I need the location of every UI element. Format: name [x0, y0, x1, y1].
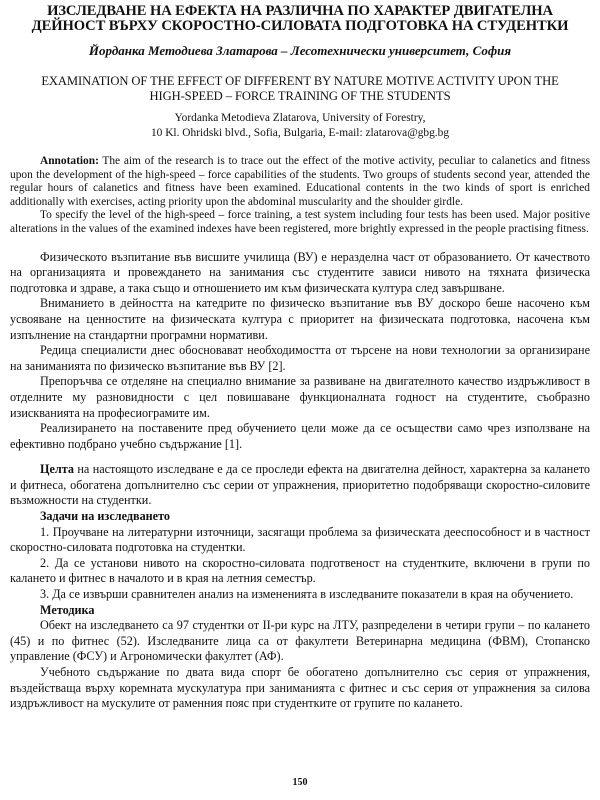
method-paragraph-2: Учебното съдържание по двата вида спорт бе обогатено допълнително със серия от упражнения, въздействаща върху коремната мускулатура при заниманията с фитнес и със серия от упражнения за силова издръжливост на мускулите от раменния пояс при студентките от групите по калането. — [10, 665, 590, 711]
abstract-text-1: The aim of the research is to trace out the effect of the motive activity, peculiar to calanetics and fitness upon the development of the high-speed – force capabilities of the students. Two groups of students second year, attended the regular hours of calanetics and fitness have been examined. Educational contents in the two kinds of sport is enriched additionally with exercises, acting priority upon the abdominal muscularity and the shoulder girdle. — [10, 155, 590, 208]
tasks-heading: Задачи на изследването — [40, 509, 171, 524]
title-bulgarian-line2: ДЕЙНОСТ ВЪРХУ СКОРОСТНО-СИЛОВАТА ПОДГОТОВКА НА СТУДЕНТКИ — [31, 18, 569, 34]
page-number: 150 — [292, 777, 308, 788]
abstract-paragraph-1 — [10, 155, 590, 209]
task-item-1: 1. Проучване на литературни източници, засягащи проблема за физическата дееспособност и в частност скоростно-силовата подготовка на студентки. — [10, 524, 590, 555]
body-paragraph-4: Препоръчва се отделяне на специално внимание за развиване на двигателното качество издръжливост в отделните му разновидности с цел повишаване функционалната годност на студентите, съобразно изискванията на професиограмите им. — [10, 374, 590, 420]
author-english-line2: 10 Kl. Ohridski blvd., Sofia, Bulgaria, E-mail: zlatarova@gbg.bg — [150, 127, 450, 139]
author-english — [10, 111, 590, 141]
title-english — [10, 74, 590, 104]
task-item-3: 3. Да се извърши сравнителен анализ на измененията в изследваните показатели в края на обучението. — [40, 587, 574, 602]
method-paragraph-1: Обект на изследването са 97 студентки от II-ри курс на ЛТУ, разпределени в четири групи – по калането (45) и по фитнес (52). Изследваните лица са от факултети Ветеринарна медицина (ФВМ), Стопанско управление (ФСУ) и Агрономически факултет (АФ). — [10, 618, 590, 664]
title-bulgarian-line1: ИЗСЛЕДВАНЕ НА ЕФЕКТА НА РАЗЛИЧНА ПО ХАРАКТЕР ДВИГАТЕЛНА — [47, 3, 553, 19]
aim-text: на настоящото изследване е да се проследи ефекта на двигателна дейност, характерна за калането и фитнеса, обогатена допълнително със серии от упражнения, приоритетно подобряващи скоростно-силовите възможности на студентки. — [10, 462, 590, 508]
body-text — [10, 250, 590, 712]
title-english-line2: HIGH-SPEED – FORCE TRAINING OF THE STUDENTS — [149, 89, 451, 103]
abstract-label: Annotation: — [40, 155, 99, 167]
aim-label: Целта — [40, 462, 74, 477]
title-bulgarian — [10, 4, 590, 34]
aim-paragraph — [10, 462, 590, 509]
title-english-line1: EXAMINATION OF THE EFFECT OF DIFFERENT BY NATURE MOTIVE ACTIVITY UPON THE — [41, 74, 559, 88]
abstract — [10, 155, 590, 237]
method-heading: Методика — [40, 602, 95, 617]
body-paragraph-2: Вниманието в дейността на катедрите по физическо възпитание във ВУ доскоро беше насочено към усвояване на ценностите на физическата култура с приоритет на физическата подготовка, насочена към изпълнение на стандартни програмни нормативи. — [10, 296, 590, 342]
body-paragraph-1: Физическото възпитание във висшите училища (ВУ) е неразделна част от образованието. От качеството на организацията и провеждането на занимания със студентите зависи нивото на тяхната физическа подготовка и здраве, а така също и отношението им към физическата култура след завършване. — [10, 249, 590, 295]
author-english-line1: Yordanka Metodieva Zlatarova, University of Forestry, — [174, 112, 426, 124]
author-bulgarian: Йорданка Методиева Златарова – Лесотехнически университет, София — [88, 43, 512, 58]
task-item-2: 2. Да се установи нивото на скоростно-силовата подготвеност на студентките, включени в групи по калането и фитнес в началото и в края на летния семестър. — [10, 555, 590, 586]
body-paragraph-5: Реализирането на поставените пред обучението цели може да се осъществи само чрез използване на ефективно подбрано учебно съдържание [1]. — [10, 421, 590, 451]
abstract-paragraph-2: To specify the level of the high-speed – force training, a test system including four tests has been used. Major positive alterations in the values of the examined indexes have been registered, more brightly expressed in the people practising fitness. — [10, 209, 590, 235]
body-paragraph-3: Редица специалисти днес обосновават необходимостта от търсене на нови технологии за организиране на заниманията по физическо възпитание във ВУ [2]. — [10, 343, 590, 373]
